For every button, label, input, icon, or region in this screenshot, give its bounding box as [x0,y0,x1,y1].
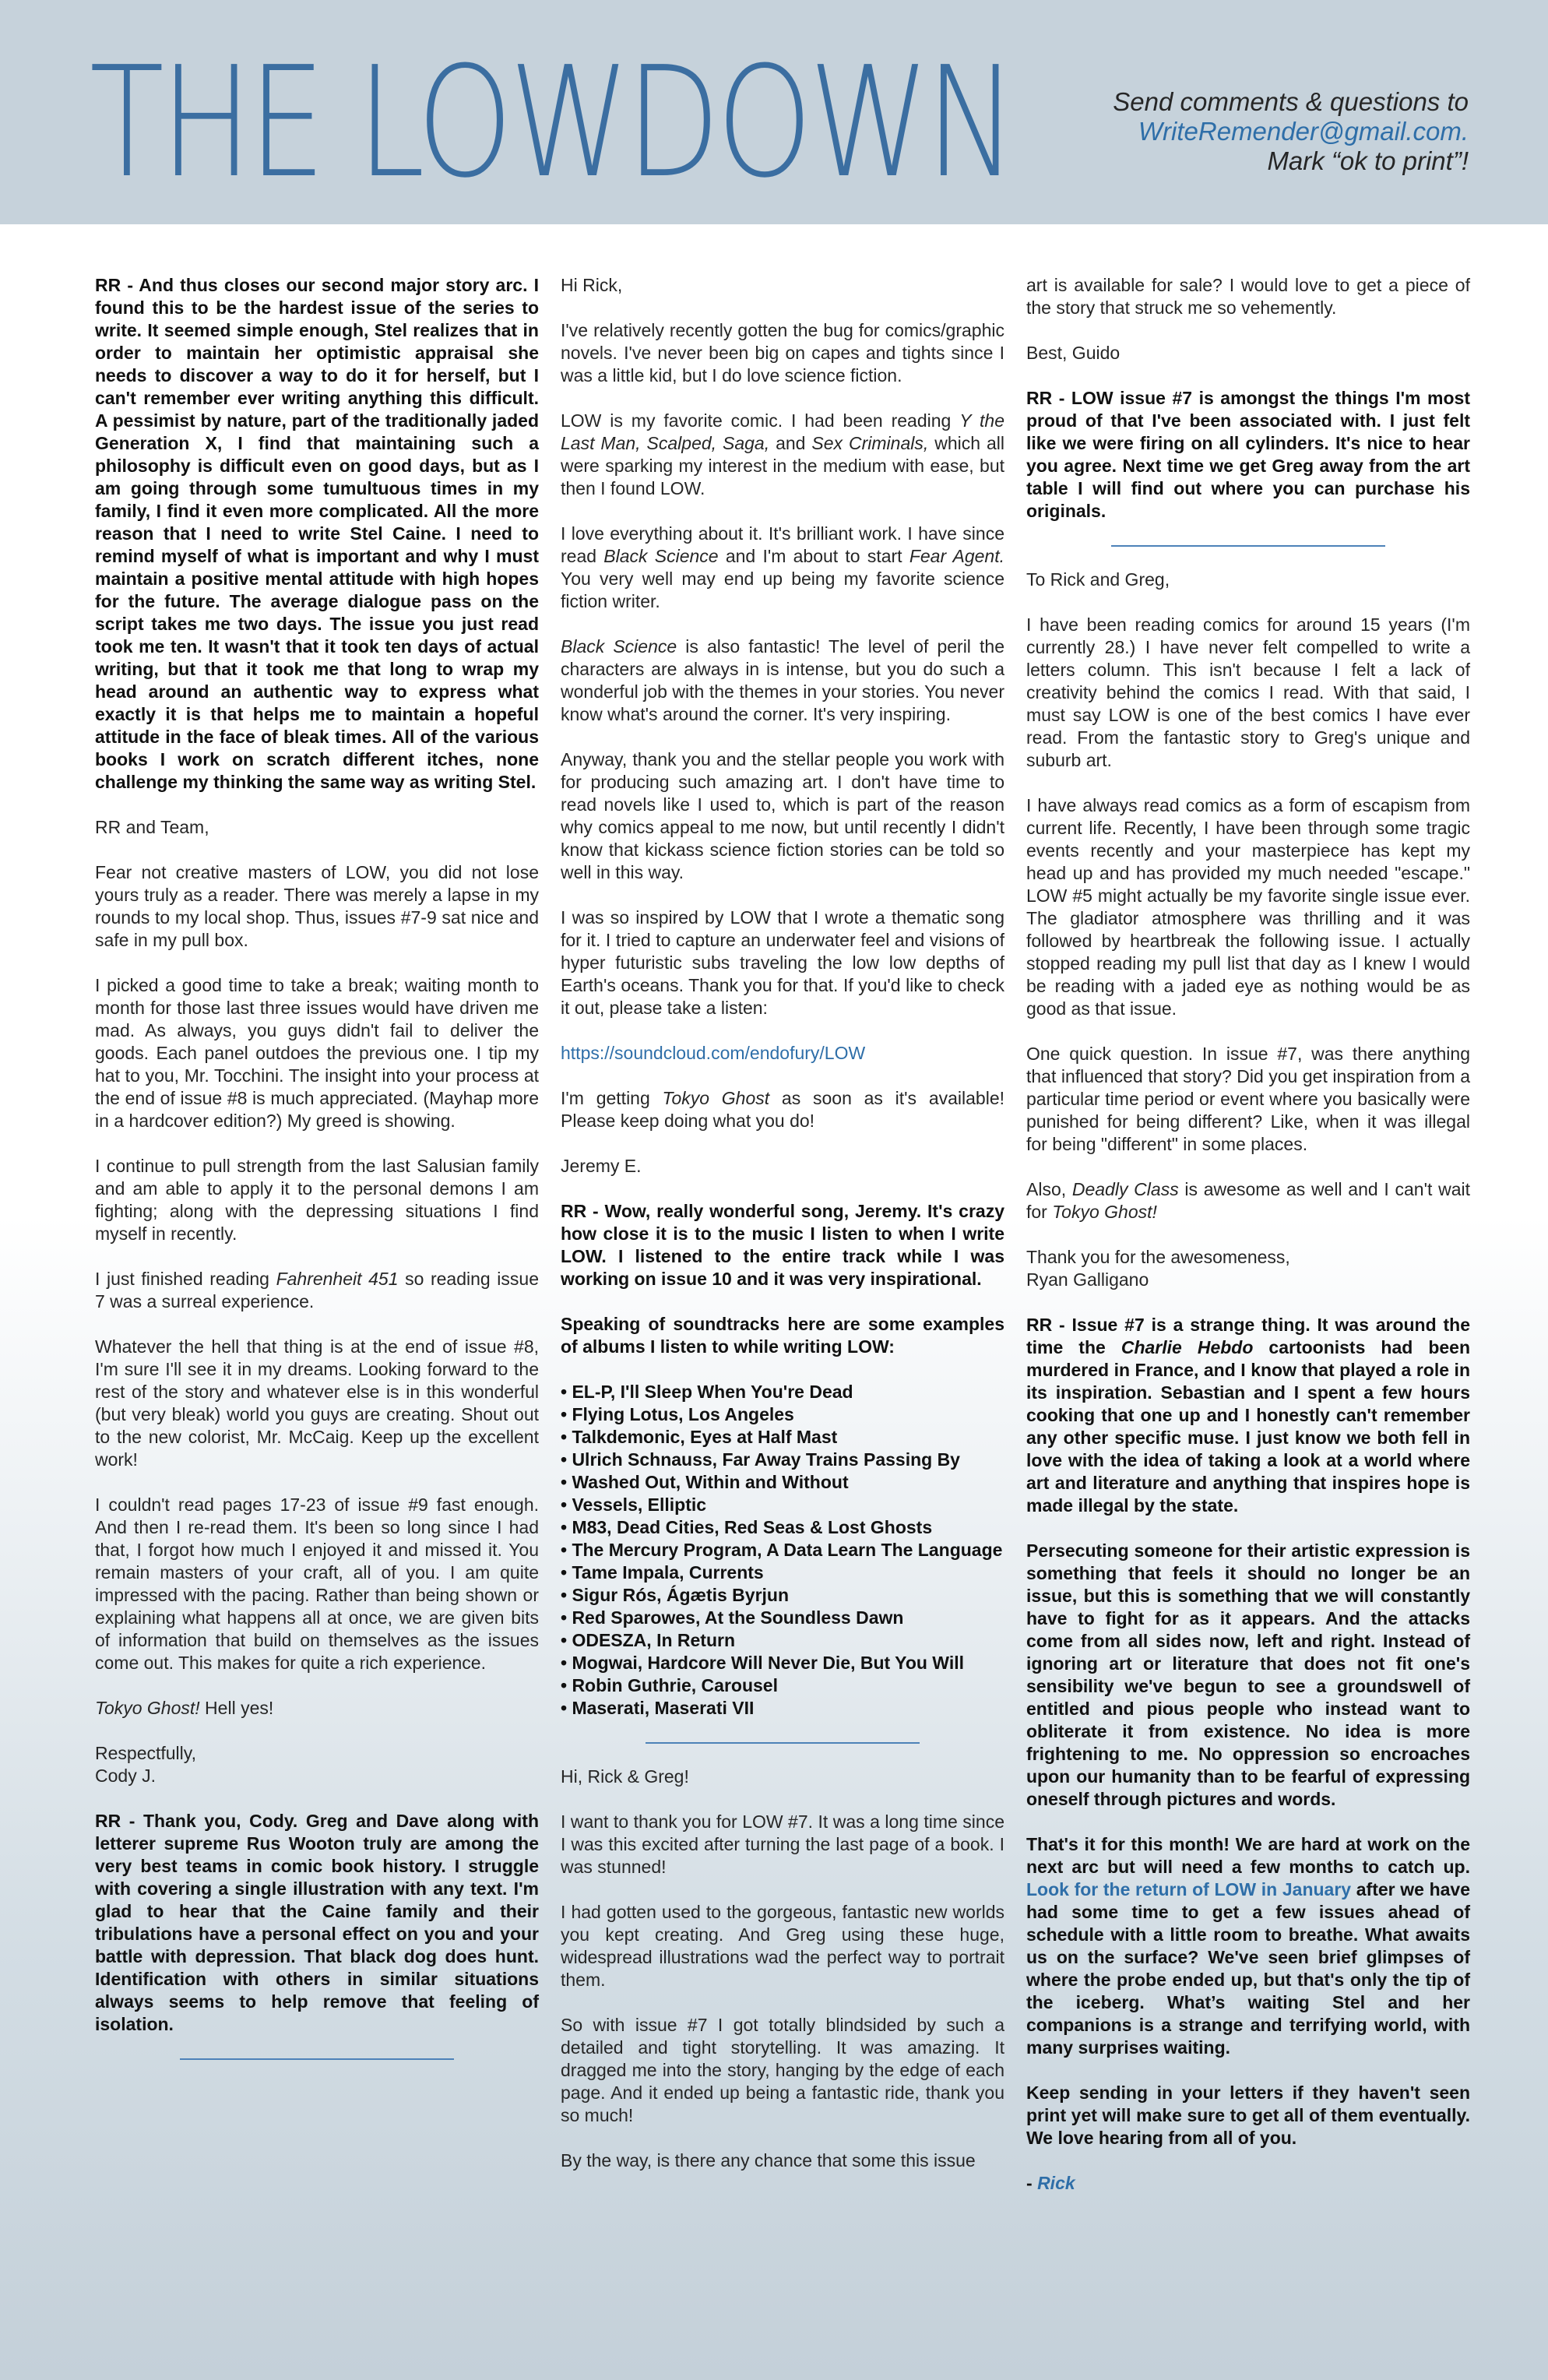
letter-paragraph: I have always read comics as a form of escapism from current life. Recently, I have been through some tragic events recently and your masterpiece has kept my head up and has provided my much needed "escape." LOW #5 might actually be my favorite single issue ever. The gladiator atmosphere was thrilling and it was followed by heartbreak the following issue. I actually stopped reading my pull list that day as I knew I would be reading with a jaded eye as nothing would be as good as that issue. [1026,795,1470,1019]
divider [180,2058,454,2060]
letter-paragraph: I continue to pull strength from the last Salusian family and am able to apply it to the personal demons I am fighting; along with the depressing situations I find myself in recently. [95,1156,539,1244]
signoff: Thank you for the awesomeness, [1026,1247,1290,1267]
book-title: Y the Last Man, Scalped, Saga, [561,410,1004,453]
text-run: is awesome as well and I can't wait for [1026,1179,1470,1222]
letter-paragraph: I want to thank you for LOW #7. It was a long time since I was this excited after turning the last page of a book. I was stunned! [561,1811,1004,1877]
album-item: • Maserati, Maserati VII [561,1698,755,1718]
reply-paragraph: Speaking of soundtracks here are some examples of albums I listen to while writing LOW: [561,1314,1004,1357]
reply-paragraph [1026,1314,1470,1517]
header-banner [0,0,1548,224]
soundcloud-link[interactable]: https://soundcloud.com/endofury/LOW [561,1043,866,1063]
book-title: Tokyo Ghost [662,1088,770,1108]
text-run: and I'm about to start [718,546,909,566]
letter-paragraph: I picked a good time to take a break; waiting month to month for those last three issues would have driven me mad. As always, you guys didn't fail to deliver the goods. Each panel outdoes the previous one. I tip my hat to you, Mr. Tocchini. The insight into your process at the end of issue #8 is much appreciated. (Mayhap more in a hardcover edition?) My greed is showing. [95,975,539,1131]
album-item: • EL-P, I'll Sleep When You're Dead [561,1382,853,1402]
column-left [95,274,539,2082]
text-run: and [769,433,812,453]
reply-paragraph [1026,1833,1470,2059]
reply-paragraph: Persecuting someone for their artistic expression is something that feels it should no longer be an issue, but this is something that we will constantly have to fight for as it appears. And the attacks come from all sides now, left and right. Instead of ignoring art or literature that does not fit one's sensibility we've begun to see a groundswell of entitled and pious people who instead want to obliterate it from existence. No idea is more frightening to me. No oppression so encroaches upon our humanity than to be fearful of expressing oneself through pictures and words. [1026,1540,1470,1809]
text-run: Also, [1026,1179,1072,1199]
text-run: You very well may end up being my favorite science fiction writer. [561,569,1004,611]
album-item: • Mogwai, Hardcore Will Never Die, But You Will [561,1653,964,1673]
signoff-line [1026,2172,1470,2195]
album-item: • Flying Lotus, Los Angeles [561,1404,794,1424]
letter-salutation: Hi, Rick & Greg! [561,1766,689,1787]
album-list [561,1381,1004,1720]
letter-paragraph: I had gotten used to the gorgeous, fantastic new worlds you kept creating. And Greg using these huge, widespread illustrations wad the perfect way to portrait them. [561,1902,1004,1990]
letter-salutation: Hi Rick, [561,275,623,295]
letter-paragraph: I have been reading comics for around 15 years (I'm currently 28.) I have never felt compelled to write a letters column. This isn't because I felt a lack of creativity behind the comics I read. With that said, I must say LOW is one of the best comics I have ever read. From the fantastic story to Greg's unique and suburb art. [1026,614,1470,770]
letter-paragraph: I've relatively recently gotten the bug for comics/graphic novels. I've never been big on capes and tights since I was a little kid, but I do love science fiction. [561,320,1004,386]
letter-paragraph: Fear not creative masters of LOW, you did not lose yours truly as a reader. There was merely a lapse in my rounds to my local shop. Thus, issues #7-9 sat nice and safe in my pull box. [95,862,539,950]
signoff-name: Rick [1037,2173,1075,2193]
letter-paragraph [561,1087,1004,1132]
reply-paragraph: RR - LOW issue #7 is amongst the things I'm most proud of that I've been associated with. I just felt like we were firing on all cylinders. It's nice to hear you agree. Next time we get Greg away from the art table I will find out where you can purchase his originals. [1026,388,1470,521]
letter-paragraph [561,523,1004,613]
letter-signature [95,1742,539,1787]
letter-paragraph [1026,1178,1470,1223]
letter-paragraph: Whatever the hell that thing is at the end of issue #8, I'm sure I'll see it in my dreams. Looking forward to the rest of the story and whatever else is in this wonderful (but very bleak) world you guys are creating. Shout out to the new colorist, Mr. McCaig. Keep up the excellent work! [95,1336,539,1470]
letter-paragraph: By the way, is there any chance that some this issue [561,2150,976,2171]
text-run: is also fantastic! The level of peril the characters are always in is intense, but you do such a wonderful job with the themes in your stories. You never know what's around the corner. It's very inspiring. [561,636,1004,724]
signoff: Respectfully, [95,1743,196,1763]
album-item: • Robin Guthrie, Carousel [561,1675,778,1695]
book-title: Charlie Hebdo [1121,1337,1254,1357]
text-run: LOW is my favorite comic. I had been reading [561,410,960,431]
album-item: • Sigur Rós, Ágætis Byrjun [561,1585,790,1605]
letter-paragraph: art is available for sale? I would love to get a piece of the story that struck me so vehemently. [1026,275,1470,318]
album-item: • Vessels, Elliptic [561,1495,707,1515]
book-title: Tokyo Ghost! [1052,1202,1157,1222]
contact-note: Mark “ok to print”! [1267,146,1469,175]
text-run: I love everything about it. It's brilliant work. I have since read [561,523,1004,566]
text-run: which all were sparking my interest in the medium with ease, but then I found LOW. [561,433,1004,498]
letter-paragraph: One quick question. In issue #7, was there anything that influenced that story? Did you get inspiration from a particular time period or event where you basically were punished for being different? Like, when it was illegal for being "different" in some places. [1026,1044,1470,1154]
divider [646,1742,920,1744]
letter-paragraph: I couldn't read pages 17-23 of issue #9 fast enough. And then I re-read them. It's been so long since I had that, I forgot how much I enjoyed it and missed it. You remain masters of your craft, all of you. I am quite impressed with the pacing. Rather than being shown or explaining what happens all at once, we are given bits of information that build on themselves as the issues come out. This makes for quite a rich experience. [95,1495,539,1673]
album-item: • M83, Dead Cities, Red Seas & Lost Ghosts [561,1517,933,1537]
reply-paragraph: RR - And thus closes our second major story arc. I found this to be the hardest issue of the series to write. It seemed simple enough, Stel realizes that in order to maintain her optimistic appraisal she needs to discover a way to do it for herself, but I can't remember ever writing anything this difficult. A pessimist by nature, part of the traditionally jaded Generation X, I find that maintaining such a philosophy is difficult even on good days, but as I am going through some tumultuous times in my family, I find it even more complicated. All the more reason that I need to write Stel Caine. I need to remind myself of what is important and why I must maintain a positive mental attitude with high hopes for the future. The average dialogue pass on the script takes me two days. The issue you just read took me ten. It wasn't that it took ten days of actual writing, but that it took me that long to wrap my head around an authentic way to express what exactly it is that helps me to maintain a hopeful attitude in the face of bleak times. All of the various books I work on scratch different itches, none challenge my thinking the same way as writing Stel. [95,275,539,792]
album-item: • Red Sparowes, At the Soundless Dawn [561,1607,904,1628]
book-title: Deadly Class [1071,1179,1179,1199]
author-name: Ryan Galligano [1026,1269,1149,1290]
reply-paragraph: Keep sending in your letters if they haven't seen print yet will make sure to get all of them eventually. We love hearing from all of you. [1026,2082,1470,2148]
divider [1111,545,1385,547]
signoff-dash: - [1026,2173,1038,2193]
column-right [1026,274,1470,2217]
letter-signature [1026,1246,1470,1291]
text-run: cartoonists had been murdered in France, and I know that played a role in its inspiration. Sebastian and I spent a few hours cooking that one up and I honestly can't remember any other specific muse. I just know we both fell in love with the idea of taking a look at a world where art and literature and anything that inspires hope is made illegal by the state. [1026,1337,1470,1516]
letter-paragraph: Anyway, thank you and the stellar people you work with for producing such amazing art. I don't have time to read novels like I used to, which is part of the reason why comics appeal to me now, but until recently I didn't know that kickass science fiction stories can be told so well in this way. [561,749,1004,882]
page-title: THE LOWDOWN [90,34,1014,212]
author-name: Best, Guido [1026,343,1121,363]
letter-paragraph [95,1268,539,1313]
column-middle [561,274,1004,2195]
book-title: Black Science [603,546,719,566]
author-name: Cody J. [95,1766,156,1786]
text-run: I'm getting [561,1088,663,1108]
book-title: Black Science [561,636,677,657]
book-title: Tokyo Ghost! [95,1698,200,1718]
album-item: • Ulrich Schnauss, Far Away Trains Passing By [561,1449,960,1470]
letter-paragraph [95,1697,539,1720]
text-run: That's it for this month! We are hard at work on the next arc but will need a few months to catch up. [1026,1834,1470,1877]
letter-salutation: To Rick and Greg, [1026,569,1170,590]
reply-paragraph: RR - Thank you, Cody. Greg and Dave along with letterer supreme Rus Wooton truly are among the very best teams in comic book history. I struggle with covering a single illustration with any text. I'm glad to hear that the Caine family and their tribulations have a personal effect on you and your battle with depression. That black dog does hunt. Identification with others in similar situations always seems to help remove that feeling of isolation. [95,1811,539,2034]
letter-paragraph: So with issue #7 I got totally blindsided by such a detailed and tight storytelling. It was amazing. It dragged me into the story, hanging by the edge of each page. And it ended up being a fantastic ride, thank you so much! [561,2015,1004,2125]
album-item: • Talkdemonic, Eyes at Half Mast [561,1427,838,1447]
reply-paragraph: RR - Wow, really wonderful song, Jeremy. It's crazy how close it is to the music I listen to when I write LOW. I listened to the entire track while I was working on issue 10 and it was very inspirational. [561,1201,1004,1289]
letter-salutation: RR and Team, [95,817,209,837]
contact-email-link[interactable]: WriteRemender@gmail.com. [1138,117,1469,146]
book-title: Fear Agent. [909,546,1004,566]
book-title: Sex Criminals, [811,433,929,453]
text-run: as soon as it's available! Please keep doing what you do! [561,1088,1004,1131]
album-item: • Washed Out, Within and Without [561,1472,849,1492]
book-title: Fahrenheit 451 [276,1269,399,1289]
contact-info [970,87,1469,176]
text-run: so reading issue 7 was a surreal experience. [95,1269,539,1311]
text-run: after we have had some time to get a few issues ahead of schedule with a little room to breathe. What awaits us on the surface? We've seen brief glimpses of where the probe ended up, but that's only the tip of the iceberg. What’s waiting Stel and her companions is a strange and terrifying world, with many surprises waiting. [1026,1879,1470,2058]
album-item: • The Mercury Program, A Data Learn The Language [561,1540,1003,1560]
album-item: • Tame Impala, Currents [561,1562,764,1583]
contact-line: Send comments & questions to [1113,87,1469,116]
letter-paragraph [561,410,1004,500]
text-run: I just finished reading [95,1269,276,1289]
text-run: Hell yes! [199,1698,274,1718]
letter-paragraph: I was so inspired by LOW that I wrote a thematic song for it. I tried to capture an underwater feel and visions of hyper futuristic subs traveling the low low depths of Earth's oceans. Thank you for that. If you'd like to check it out, please take a listen: [561,907,1004,1018]
letter-paragraph [561,635,1004,726]
letters-panel [0,224,1548,2380]
text-run: RR - Issue #7 is a strange thing. It was around the time the [1026,1315,1470,1357]
album-item: • ODESZA, In Return [561,1630,736,1650]
author-name: Jeremy E. [561,1156,642,1176]
return-announcement: Look for the return of LOW in January [1026,1879,1352,1899]
